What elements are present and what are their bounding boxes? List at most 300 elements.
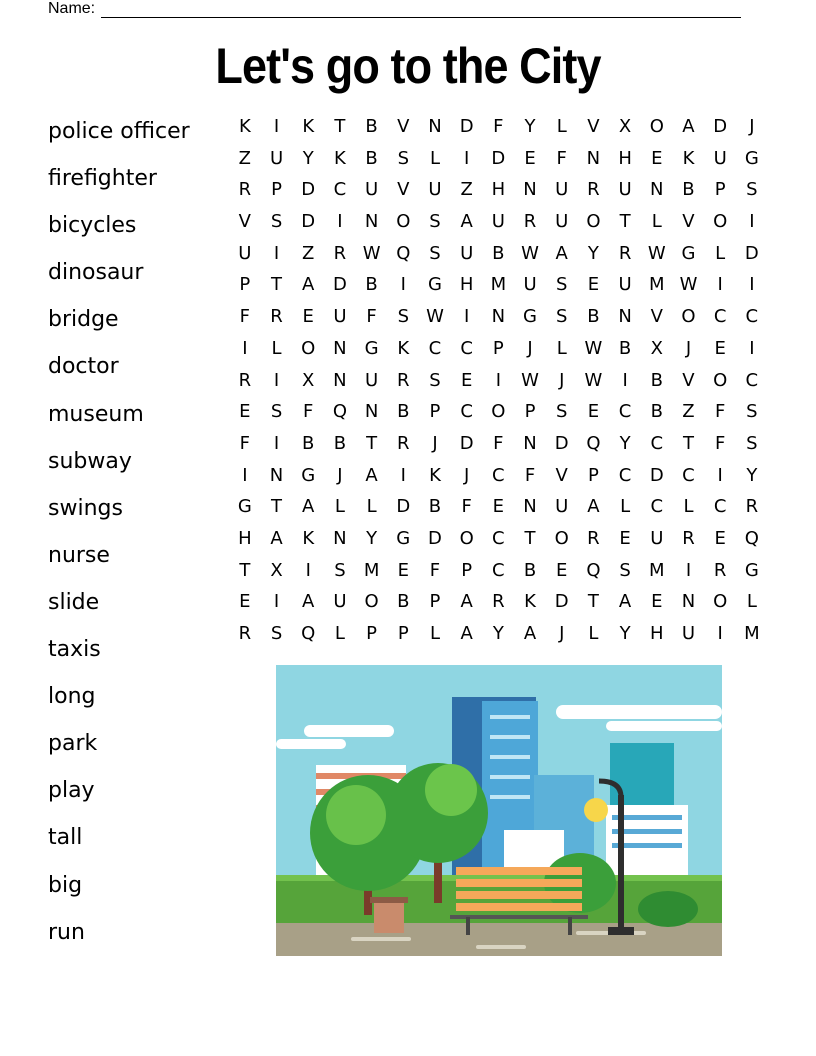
grid-letter: W bbox=[679, 274, 698, 296]
word-item: dinosaur bbox=[48, 260, 144, 286]
word-item: run bbox=[48, 919, 85, 945]
grid-letter: K bbox=[334, 147, 346, 169]
grid-letter: N bbox=[681, 591, 696, 613]
word-item: slide bbox=[48, 589, 100, 615]
grid-letter: L bbox=[556, 116, 567, 137]
grid-letter: J bbox=[527, 337, 533, 359]
grid-letter: N bbox=[586, 147, 601, 169]
grid-letter: I bbox=[305, 559, 311, 581]
grid-letter: D bbox=[396, 496, 411, 518]
grid-letter: R bbox=[587, 179, 600, 201]
grid-letter: C bbox=[492, 559, 505, 581]
grid-letter: V bbox=[555, 464, 568, 486]
grid-letter: I bbox=[273, 591, 280, 613]
grid-letter: J bbox=[464, 464, 470, 486]
grid-letter: B bbox=[523, 559, 537, 581]
grid-row bbox=[229, 491, 768, 523]
grid-letter: D bbox=[459, 116, 474, 137]
grid-letter: P bbox=[524, 401, 536, 423]
grid-letter: H bbox=[650, 623, 664, 644]
grid-letter: F bbox=[239, 306, 251, 328]
grid-letter: V bbox=[682, 369, 695, 391]
word-item: police officer bbox=[48, 119, 190, 144]
grid-letter: T bbox=[239, 559, 251, 581]
grid-letter: A bbox=[365, 464, 378, 486]
grid-letter: W bbox=[647, 242, 666, 264]
grid-letter: N bbox=[333, 337, 347, 359]
grid-letter: F bbox=[714, 401, 726, 423]
grid-letter: Q bbox=[301, 623, 316, 644]
grid-letter: B bbox=[365, 116, 378, 137]
grid-letter: O bbox=[586, 211, 601, 233]
grid-letter: S bbox=[397, 147, 409, 169]
grid-row bbox=[229, 143, 768, 175]
grid-letter: I bbox=[337, 211, 343, 233]
name-label: Name: bbox=[48, 0, 96, 17]
grid-letter: D bbox=[301, 211, 316, 233]
grid-letter: Y bbox=[302, 147, 314, 169]
word-item: bridge bbox=[48, 307, 119, 333]
grid-letter: K bbox=[397, 337, 410, 359]
grid-letter: L bbox=[620, 496, 631, 518]
grid-letter: E bbox=[556, 559, 568, 581]
grid-letter: C bbox=[618, 464, 632, 486]
grid-letter: B bbox=[428, 496, 442, 518]
grid-letter: F bbox=[366, 306, 377, 328]
grid-letter: S bbox=[429, 369, 441, 391]
word-item: nurse bbox=[48, 542, 110, 568]
grid-letter: P bbox=[587, 464, 599, 486]
grid-letter: Y bbox=[492, 623, 504, 644]
grid-letter: U bbox=[555, 211, 569, 233]
grid-letter: K bbox=[302, 527, 315, 549]
grid-letter: O bbox=[396, 211, 411, 233]
grid-letter: Y bbox=[587, 242, 599, 264]
grid-letter: N bbox=[618, 306, 632, 328]
grid-letter: C bbox=[333, 179, 347, 201]
grid-letter: S bbox=[429, 211, 441, 233]
grid-letter: C bbox=[745, 306, 759, 328]
grid-letter: R bbox=[682, 527, 695, 549]
grid-letter: O bbox=[713, 211, 728, 233]
grid-letter: Q bbox=[332, 401, 347, 423]
grid-letter: J bbox=[432, 432, 438, 454]
grid-letter: C bbox=[428, 337, 442, 359]
grid-letter: R bbox=[333, 242, 347, 264]
grid-letter: M bbox=[490, 274, 507, 296]
grid-row bbox=[229, 365, 768, 397]
grid-letter: E bbox=[714, 337, 726, 359]
grid-letter: N bbox=[523, 179, 537, 201]
grid-letter: G bbox=[364, 337, 379, 359]
grid-letter: U bbox=[238, 242, 252, 264]
grid-letter: F bbox=[429, 559, 441, 581]
grid-letter: O bbox=[649, 116, 664, 137]
grid-letter: V bbox=[397, 116, 410, 137]
grid-letter: A bbox=[618, 591, 632, 613]
grid-letter: R bbox=[492, 591, 505, 613]
grid-letter: L bbox=[366, 496, 377, 518]
grid-letter: C bbox=[492, 527, 505, 549]
word-item: firefighter bbox=[48, 166, 157, 192]
grid-letter: D bbox=[649, 464, 664, 486]
grid-letter: I bbox=[273, 242, 280, 264]
grid-letter: G bbox=[744, 147, 759, 169]
grid-letter: E bbox=[302, 306, 314, 328]
grid-letter: H bbox=[459, 274, 474, 296]
grid-letter: L bbox=[334, 496, 345, 518]
grid-letter: E bbox=[460, 369, 473, 391]
name-field bbox=[48, 0, 741, 18]
grid-letter: E bbox=[651, 591, 663, 613]
grid-letter: Y bbox=[619, 623, 631, 644]
grid-row bbox=[229, 206, 768, 238]
grid-row bbox=[229, 111, 768, 143]
grid-letter: T bbox=[682, 432, 694, 454]
grid-letter: I bbox=[749, 337, 755, 359]
grid-letter: B bbox=[365, 147, 378, 169]
grid-letter: W bbox=[584, 337, 603, 359]
grid-letter: B bbox=[618, 337, 632, 359]
grid-letter: P bbox=[714, 179, 726, 201]
grid-letter: U bbox=[269, 147, 284, 169]
grid-letter: Y bbox=[366, 527, 378, 549]
grid-letter: Z bbox=[238, 147, 252, 169]
grid-letter: O bbox=[713, 369, 728, 391]
grid-letter: D bbox=[713, 116, 728, 137]
grid-letter: H bbox=[238, 527, 252, 549]
grid-letter: P bbox=[429, 591, 441, 613]
grid-letter: O bbox=[491, 401, 506, 423]
grid-letter: O bbox=[554, 527, 569, 549]
grid-letter: E bbox=[619, 527, 631, 549]
grid-letter: V bbox=[587, 116, 600, 137]
grid-letter: R bbox=[270, 306, 283, 328]
grid-letter: N bbox=[523, 496, 537, 518]
grid-letter: U bbox=[333, 306, 347, 328]
grid-letter: D bbox=[332, 274, 347, 296]
grid-letter: N bbox=[333, 369, 347, 391]
grid-letter: W bbox=[426, 306, 444, 328]
grid-letter: F bbox=[303, 401, 314, 423]
grid-letter: C bbox=[745, 369, 759, 391]
grid-letter: L bbox=[588, 623, 599, 644]
grid-letter: L bbox=[271, 337, 282, 359]
letter-grid bbox=[229, 111, 768, 650]
grid-letter: G bbox=[237, 496, 252, 518]
grid-letter: E bbox=[524, 147, 536, 169]
grid-letter: A bbox=[270, 527, 283, 549]
word-item: long bbox=[48, 684, 96, 710]
grid-letter: U bbox=[428, 179, 442, 201]
grid-letter: N bbox=[364, 211, 379, 233]
grid-letter: C bbox=[713, 496, 727, 518]
grid-letter: P bbox=[492, 337, 504, 359]
word-item: museum bbox=[48, 401, 144, 427]
grid-letter: D bbox=[554, 432, 569, 454]
grid-letter: U bbox=[365, 369, 379, 391]
word-item: bicycles bbox=[48, 213, 137, 239]
grid-letter: A bbox=[460, 211, 473, 233]
grid-letter: U bbox=[650, 527, 664, 549]
grid-letter: I bbox=[622, 369, 628, 391]
grid-letter: S bbox=[619, 559, 631, 581]
word-item: doctor bbox=[48, 354, 119, 380]
grid-letter: B bbox=[587, 306, 600, 328]
grid-letter: V bbox=[682, 211, 695, 233]
grid-letter: R bbox=[397, 432, 410, 454]
grid-letter: Y bbox=[619, 432, 631, 454]
grid-letter: D bbox=[459, 432, 474, 454]
grid-letter: I bbox=[685, 559, 692, 581]
grid-letter: Z bbox=[302, 242, 315, 264]
word-item: swings bbox=[48, 495, 123, 521]
grid-letter: L bbox=[334, 623, 345, 644]
word-item: play bbox=[48, 778, 95, 804]
grid-letter: S bbox=[270, 211, 283, 233]
grid-letter: F bbox=[493, 432, 504, 454]
grid-row bbox=[229, 396, 768, 428]
grid-row bbox=[229, 238, 768, 270]
grid-letter: S bbox=[270, 401, 283, 423]
grid-letter: U bbox=[333, 591, 347, 613]
grid-letter: M bbox=[649, 274, 665, 296]
grid-letter: S bbox=[556, 274, 568, 296]
grid-letter: C bbox=[618, 401, 632, 423]
grid-letter: R bbox=[523, 211, 537, 233]
grid-letter: B bbox=[492, 242, 505, 264]
name-underline bbox=[101, 3, 741, 18]
grid-letter: R bbox=[745, 496, 759, 518]
grid-letter: H bbox=[618, 147, 632, 169]
grid-letter: Q bbox=[396, 242, 411, 264]
grid-letter: S bbox=[270, 623, 283, 644]
grid-letter: S bbox=[746, 432, 758, 454]
grid-letter: K bbox=[302, 116, 315, 137]
grid-letter: S bbox=[429, 242, 441, 264]
grid-letter: J bbox=[685, 337, 692, 359]
grid-letter: O bbox=[459, 527, 474, 549]
grid-letter: T bbox=[366, 432, 378, 454]
grid-letter: J bbox=[749, 116, 755, 137]
grid-letter: B bbox=[650, 401, 663, 423]
grid-letter: I bbox=[400, 464, 406, 486]
grid-letter: W bbox=[584, 369, 603, 391]
grid-letter: C bbox=[460, 337, 473, 359]
grid-letter: L bbox=[683, 496, 694, 518]
grid-letter: E bbox=[587, 401, 600, 423]
grid-letter: U bbox=[365, 179, 379, 201]
word-item: taxis bbox=[48, 637, 101, 663]
grid-letter: T bbox=[334, 116, 346, 137]
grid-letter: X bbox=[650, 337, 663, 359]
grid-letter: D bbox=[744, 242, 759, 264]
grid-letter: B bbox=[650, 369, 663, 391]
grid-row bbox=[229, 618, 768, 650]
grid-letter: C bbox=[682, 464, 695, 486]
grid-letter: M bbox=[363, 559, 380, 581]
grid-letter: L bbox=[429, 623, 440, 644]
grid-letter: G bbox=[523, 306, 537, 328]
grid-letter: N bbox=[333, 527, 347, 549]
grid-letter: W bbox=[521, 242, 539, 264]
grid-letter: S bbox=[334, 559, 346, 581]
grid-letter: Y bbox=[524, 116, 536, 137]
grid-letter: I bbox=[717, 274, 723, 296]
grid-letter: I bbox=[749, 211, 755, 233]
grid-row bbox=[229, 586, 768, 618]
grid-letter: D bbox=[554, 591, 569, 613]
grid-letter: A bbox=[682, 116, 695, 137]
grid-letter: Q bbox=[586, 432, 601, 454]
grid-letter: I bbox=[273, 369, 280, 391]
grid-letter: E bbox=[492, 496, 505, 518]
grid-letter: G bbox=[744, 559, 759, 581]
grid-letter: E bbox=[239, 591, 251, 613]
grid-letter: A bbox=[523, 623, 537, 644]
grid-letter: M bbox=[744, 623, 760, 644]
page-title: Let's go to the City bbox=[215, 38, 601, 94]
grid-letter: O bbox=[301, 337, 316, 359]
grid-letter: B bbox=[682, 179, 695, 201]
grid-letter: D bbox=[428, 527, 442, 549]
grid-letter: P bbox=[397, 623, 409, 644]
grid-letter: R bbox=[238, 179, 252, 201]
grid-letter: D bbox=[301, 179, 316, 201]
grid-letter: B bbox=[365, 274, 378, 296]
grid-letter: F bbox=[714, 432, 726, 454]
grid-letter: A bbox=[460, 591, 473, 613]
grid-letter: C bbox=[650, 496, 664, 518]
grid-letter: U bbox=[713, 147, 727, 169]
grid-letter: K bbox=[429, 464, 441, 486]
grid-letter: U bbox=[491, 211, 505, 233]
grid-letter: P bbox=[239, 274, 251, 296]
grid-letter: R bbox=[713, 559, 727, 581]
grid-letter: X bbox=[270, 559, 283, 581]
word-item: park bbox=[48, 731, 98, 757]
grid-letter: C bbox=[713, 306, 727, 328]
grid-letter: A bbox=[555, 242, 568, 264]
grid-letter: P bbox=[366, 623, 378, 644]
grid-letter: D bbox=[491, 147, 506, 169]
grid-letter: A bbox=[587, 496, 600, 518]
grid-letter: T bbox=[271, 496, 283, 518]
grid-letter: I bbox=[717, 464, 723, 486]
grid-letter: R bbox=[618, 242, 632, 264]
grid-letter: O bbox=[364, 591, 379, 613]
grid-letter: I bbox=[717, 623, 723, 644]
grid-letter: Q bbox=[586, 559, 601, 581]
grid-letter: L bbox=[429, 147, 440, 169]
grid-letter: I bbox=[400, 274, 406, 296]
grid-letter: C bbox=[650, 432, 664, 454]
grid-letter: U bbox=[555, 496, 569, 518]
grid-letter: R bbox=[587, 527, 600, 549]
grid-letter: V bbox=[650, 306, 663, 328]
grid-letter: S bbox=[556, 306, 568, 328]
grid-letter: G bbox=[396, 527, 411, 549]
grid-row bbox=[229, 174, 768, 206]
grid-letter: E bbox=[397, 559, 409, 581]
grid-letter: E bbox=[651, 147, 663, 169]
grid-letter: U bbox=[681, 623, 696, 644]
grid-letter: N bbox=[650, 179, 664, 201]
grid-letter: U bbox=[618, 179, 632, 201]
grid-letter: C bbox=[492, 464, 505, 486]
grid-letter: F bbox=[524, 464, 536, 486]
grid-letter: U bbox=[523, 274, 537, 296]
grid-letter: I bbox=[242, 464, 248, 486]
grid-letter: H bbox=[491, 179, 506, 201]
grid-letter: S bbox=[746, 401, 758, 423]
grid-letter: U bbox=[618, 274, 632, 296]
grid-letter: I bbox=[749, 274, 755, 296]
grid-letter: Y bbox=[746, 464, 758, 486]
grid-letter: A bbox=[302, 591, 315, 613]
grid-letter: K bbox=[238, 116, 251, 137]
grid-letter: Q bbox=[744, 527, 759, 549]
grid-letter: S bbox=[746, 179, 758, 201]
grid-letter: F bbox=[493, 116, 504, 137]
city-park-icon bbox=[276, 665, 722, 956]
grid-letter: B bbox=[397, 591, 410, 613]
grid-row bbox=[229, 333, 768, 365]
grid-letter: N bbox=[523, 432, 537, 454]
grid-letter: U bbox=[555, 179, 569, 201]
grid-letter: L bbox=[651, 211, 662, 233]
grid-letter: N bbox=[364, 401, 379, 423]
grid-letter: S bbox=[397, 306, 409, 328]
grid-letter: V bbox=[397, 179, 410, 201]
grid-letter: C bbox=[460, 401, 473, 423]
grid-row bbox=[229, 555, 768, 587]
grid-letter: B bbox=[397, 401, 410, 423]
grid-letter: E bbox=[587, 274, 600, 296]
grid-letter: L bbox=[556, 337, 567, 359]
grid-letter: I bbox=[464, 147, 470, 169]
grid-letter: R bbox=[397, 369, 410, 391]
grid-letter: L bbox=[715, 242, 726, 264]
word-item: tall bbox=[48, 825, 83, 851]
grid-letter: V bbox=[238, 211, 251, 233]
grid-letter: K bbox=[524, 591, 536, 613]
grid-letter: P bbox=[461, 559, 473, 581]
grid-letter: T bbox=[271, 274, 283, 296]
grid-letter: N bbox=[428, 116, 442, 137]
grid-letter: E bbox=[714, 527, 726, 549]
grid-row bbox=[229, 301, 768, 333]
grid-letter: U bbox=[460, 242, 474, 264]
grid-letter: A bbox=[460, 623, 473, 644]
grid-letter: W bbox=[362, 242, 381, 264]
word-item: big bbox=[48, 872, 83, 898]
grid-letter: B bbox=[333, 432, 347, 454]
grid-row bbox=[229, 269, 768, 301]
grid-letter: P bbox=[271, 179, 282, 201]
grid-letter: T bbox=[587, 591, 599, 613]
grid-letter: X bbox=[618, 116, 632, 137]
grid-letter: Z bbox=[682, 401, 695, 423]
grid-letter: G bbox=[681, 242, 696, 264]
grid-letter: A bbox=[302, 274, 315, 296]
grid-letter: E bbox=[239, 401, 251, 423]
grid-letter: J bbox=[559, 623, 565, 644]
grid-letter: Z bbox=[460, 179, 473, 201]
word-item: subway bbox=[48, 448, 132, 474]
grid-row bbox=[229, 523, 768, 555]
grid-letter: F bbox=[556, 147, 567, 169]
